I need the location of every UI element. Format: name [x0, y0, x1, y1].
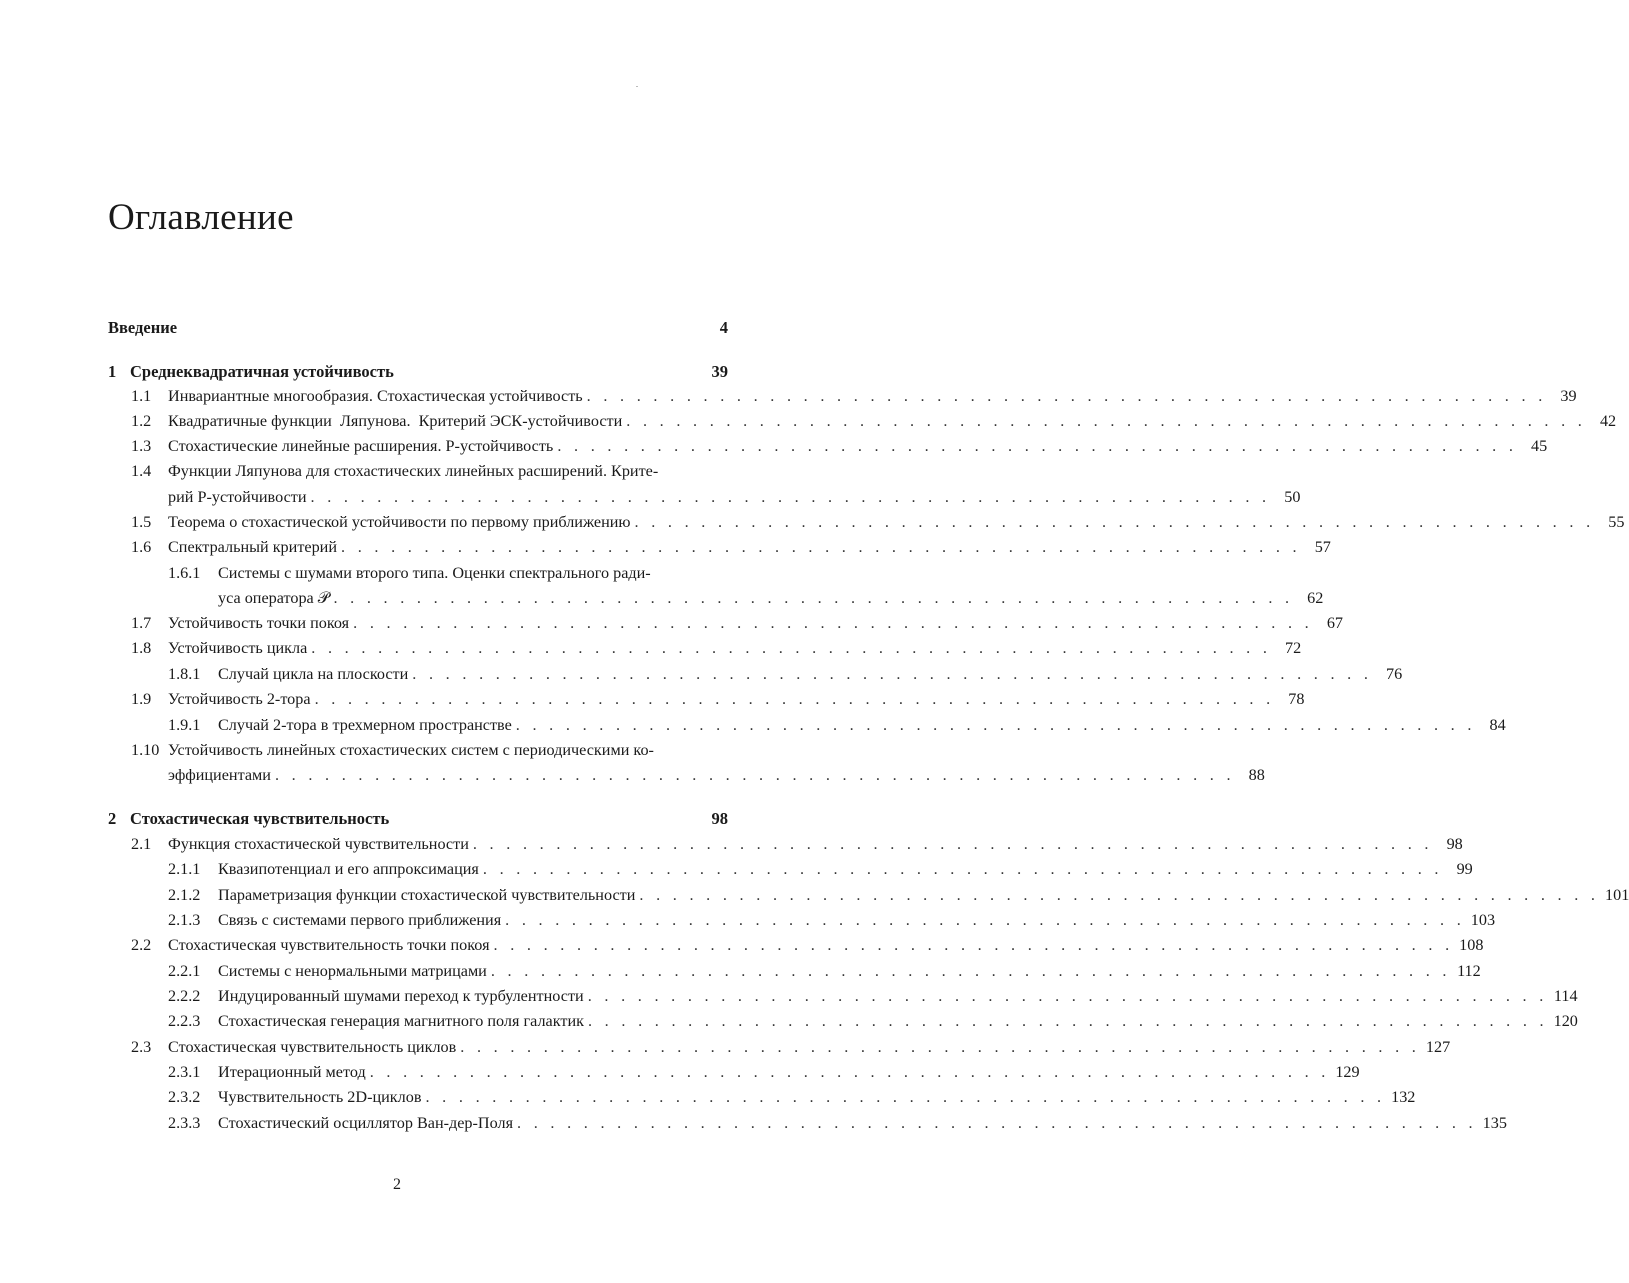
- entry-number: 2.3.1: [168, 1063, 201, 1081]
- entry-title: Спектральный критерий: [168, 538, 337, 556]
- entry-page: 127: [1425, 1038, 1451, 1056]
- entry-title: Системы с ненормальными матрицами: [218, 962, 487, 980]
- toc-section-1-9[interactable]: [131, 688, 1305, 710]
- entry-number: 2: [108, 809, 117, 828]
- toc-subsection-1-6-1-line2[interactable]: [218, 587, 1324, 609]
- entry-title: Случай 2-тора в трехмерном пространстве: [218, 716, 512, 734]
- toc-chapter-2[interactable]: [108, 808, 728, 830]
- dot-leader: . . . . . . . . . . . . . . . . . . . . . . . . . . . . . . . . . . . . . . . . . . . . . . . . . . . . . . . . . .: [639, 886, 1600, 904]
- toc-section-1-4-line1[interactable]: [131, 460, 728, 482]
- toc-section-1-6[interactable]: [131, 536, 1331, 558]
- toc-subsection-1-9-1[interactable]: [168, 714, 1506, 736]
- entry-title: Системы с шумами второго типа. Оценки спектрального ради-: [218, 564, 651, 582]
- entry-page: 135: [1482, 1114, 1507, 1132]
- entry-page: 99: [1456, 860, 1473, 878]
- entry-page: 50: [1284, 488, 1301, 506]
- entry-title: Стохастический осциллятор Ван-дер-Поля: [218, 1114, 514, 1132]
- entry-page: 129: [1335, 1063, 1360, 1081]
- entry-page: 132: [1391, 1088, 1416, 1106]
- entry-number: 1.5: [131, 513, 152, 531]
- dot-leader: . . . . . . . . . . . . . . . . . . . . . . . . . . . . . . . . . . . . . . . . . . . . . . . . . . . . . . . . . .: [587, 1012, 1548, 1030]
- dot-leader: . . . . . . . . . . . . . . . . . . . . . . . . . . . . . . . . . . . . . . . . . . . . . . . . . . . . . . . . . .: [472, 835, 1433, 853]
- entry-title: Стохастические линейные расширения. P-устойчивость: [168, 437, 554, 455]
- toc-subsection-2-3-3[interactable]: [168, 1112, 1507, 1134]
- entry-number: 1.6: [131, 538, 152, 556]
- entry-page: 108: [1459, 936, 1484, 954]
- dot-leader: . . . . . . . . . . . . . . . . . . . . . . . . . . . . . . . . . . . . . . . . . . . . . . . . . . . . . . . . . .: [460, 1038, 1421, 1056]
- entry-page: 42: [1599, 412, 1617, 430]
- dot-leader: . . . . . . . . . . . . . . . . . . . . . . . . . . . . . . . . . . . . . . . . . . . . . . . . . . . . . . . . . .: [310, 488, 1271, 506]
- entry-page: 39: [711, 362, 728, 381]
- entry-number: 2.1: [131, 835, 152, 853]
- entry-page: 39: [1560, 387, 1577, 405]
- toc-section-2-1[interactable]: [131, 833, 1463, 855]
- entry-number: 2.1.1: [168, 860, 201, 878]
- entry-title: Устойчивость точки покоя: [168, 614, 350, 632]
- dot-leader: . . . . . . . . . . . . . . . . . . . . . . . . . . . . . . . . . . . . . . . . . . . . . . . . . . . . . . . . . .: [425, 1088, 1386, 1106]
- page-title: Оглавление: [108, 197, 294, 238]
- entry-title: Итерационный метод: [218, 1063, 366, 1081]
- toc-section-2-3[interactable]: [131, 1036, 1451, 1058]
- entry-number: 2.2: [131, 936, 152, 954]
- entry-number: 1.6.1: [168, 564, 201, 582]
- toc-subsection-2-2-1[interactable]: [168, 960, 1481, 982]
- toc-section-1-1[interactable]: [131, 385, 1577, 407]
- entry-page: 120: [1553, 1012, 1578, 1030]
- toc-subsection-1-6-1-line1[interactable]: [168, 562, 728, 584]
- entry-page: 114: [1553, 987, 1578, 1005]
- entry-number: 1.10: [131, 741, 160, 759]
- toc-section-1-8[interactable]: [131, 637, 1302, 659]
- entry-page: 98: [711, 809, 728, 828]
- toc-chapter-1[interactable]: [108, 361, 728, 383]
- entry-number: 1.8.1: [168, 665, 201, 683]
- dot-leader: . . . . . . . . . . . . . . . . . . . . . . . . . . . . . . . . . . . . . . . . . . . . . . . . . . . . . . . . . .: [412, 665, 1373, 683]
- entry-title: Теорема о стохастической устойчивости по первому приближению: [168, 513, 631, 531]
- entry-title: Стохастическая чувствительность: [130, 809, 390, 828]
- entry-title: Стохастическая чувствительность циклов: [168, 1038, 457, 1056]
- entry-page: 62: [1307, 589, 1324, 607]
- entry-page: 112: [1457, 962, 1481, 980]
- entry-number: 2.3.2: [168, 1088, 201, 1106]
- entry-title: Введение: [108, 318, 178, 337]
- dot-leader: . . . . . . . . . . . . . . . . . . . . . . . . . . . . . . . . . . . . . . . . . . . . . . . . . . . . . . . . . .: [333, 589, 1294, 607]
- toc-section-1-10-line1[interactable]: [131, 739, 728, 761]
- toc-subsection-2-2-3[interactable]: [168, 1010, 1578, 1032]
- entry-page: 103: [1470, 911, 1496, 929]
- toc-subsection-2-2-2[interactable]: [168, 985, 1578, 1007]
- entry-page: 98: [1446, 835, 1463, 853]
- entry-number: 2.1.2: [168, 886, 201, 904]
- entry-title: Устойчивость линейных стохастических систем с периодическими ко-: [168, 741, 654, 759]
- entry-number: 1.7: [131, 614, 152, 632]
- dot-leader: . . . . . . . . . . . . . . . . . . . . . . . . . . . . . . . . . . . . . . . . . . . . . . . . . . . . . . . . . .: [515, 716, 1476, 734]
- entry-page: 67: [1326, 614, 1344, 632]
- entry-number: 1.1: [131, 387, 152, 405]
- dot-leader: . . . . . . . . . . . . . . . . . . . . . . . . . . . . . . . . . . . . . . . . . . . . . . . . . . . . . . . . . .: [634, 513, 1595, 531]
- entry-title: Связь с системами первого приближения: [218, 911, 502, 929]
- entry-page: 57: [1314, 538, 1331, 556]
- entry-page: 72: [1285, 639, 1302, 657]
- toc-section-1-7[interactable]: [131, 612, 1344, 634]
- dot-leader: . . . . . . . . . . . . . . . . . . . . . . . . . . . . . . . . . . . . . . . . . . . . . . . . . . . . . . . . . .: [557, 437, 1518, 455]
- entry-number: 1.9: [131, 690, 152, 708]
- entry-page: 4: [719, 318, 728, 337]
- dot-leader: . . . . . . . . . . . . . . . . . . . . . . . . . . . . . . . . . . . . . . . . . . . . . . . . . . . . . . . . . .: [493, 936, 1454, 954]
- dot-leader: . . . . . . . . . . . . . . . . . . . . . . . . . . . . . . . . . . . . . . . . . . . . . . . . . . . . . . . . . .: [517, 1114, 1477, 1132]
- entry-title: Параметризация функции стохастической чувствительности: [218, 886, 636, 904]
- entry-title: Случай цикла на плоскости: [218, 665, 409, 683]
- entry-number: 1.9.1: [168, 716, 201, 734]
- toc-subsection-2-1-2[interactable]: [168, 884, 1629, 906]
- toc-section-1-2[interactable]: [131, 410, 1617, 432]
- dot-leader: . . . . . . . . . . . . . . . . . . . . . . . . . . . . . . . . . . . . . . . . . . . . . . . . . . . . . . . . . .: [314, 690, 1275, 708]
- entry-number: 2.3: [131, 1038, 152, 1056]
- entry-number: 1.3: [131, 437, 152, 455]
- entry-number: 1.4: [131, 462, 152, 480]
- entry-page: 84: [1489, 716, 1506, 734]
- toc-section-1-4-line2[interactable]: [168, 486, 1301, 508]
- dot-leader: . . . . . . . . . . . . . . . . . . . . . . . . . . . . . . . . . . . . . . . . . . . . . . . . . . . . . . . . . .: [274, 766, 1235, 784]
- entry-title: Квадратичные функции Ляпунова. Критерий ЭСК-устойчивости: [168, 412, 623, 430]
- entry-title: Среднеквадратичная устойчивость: [130, 362, 394, 381]
- entry-page: 76: [1386, 665, 1403, 683]
- entry-title: Квазипотенциал и его аппроксимация: [218, 860, 479, 878]
- toc-subsection-2-1-3[interactable]: [168, 909, 1496, 931]
- toc-subsection-1-8-1[interactable]: [168, 663, 1403, 685]
- entry-title: Устойчивость цикла: [168, 639, 308, 657]
- toc-subsection-2-1-1[interactable]: [168, 858, 1473, 880]
- entry-page: 101: [1605, 886, 1629, 904]
- entry-page: 88: [1248, 766, 1265, 784]
- entry-page: 55: [1608, 513, 1625, 531]
- entry-number: 1.8: [131, 639, 152, 657]
- entry-number: 2.3.3: [168, 1114, 201, 1132]
- dot-leader: . . . . . . . . . . . . . . . . . . . . . . . . . . . . . . . . . . . . . . . . . . . . . . . . . . . . . . . . . .: [369, 1063, 1330, 1081]
- entry-title-continued: эффициентами: [168, 766, 271, 784]
- dot-leader: . . . . . . . . . . . . . . . . . . . . . . . . . . . . . . . . . . . . . . . . . . . . . . . . . . . . . . . . . .: [490, 962, 1451, 980]
- dot-leader: . . . . . . . . . . . . . . . . . . . . . . . . . . . . . . . . . . . . . . . . . . . . . . . . . . . . . . . . . .: [311, 639, 1272, 657]
- entry-title: Функции Ляпунова для стохастических линейных расширений. Крите-: [168, 462, 659, 480]
- entry-title: Стохастическая чувствительность точки покоя: [168, 936, 490, 954]
- dot-leader: . . . . . . . . . . . . . . . . . . . . . . . . . . . . . . . . . . . . . . . . . . . . . . . . . . . . . . . . . .: [586, 387, 1547, 405]
- entry-title: Чувствительность 2D-циклов: [218, 1088, 422, 1106]
- entry-title: Стохастическая генерация магнитного поля галактик: [218, 1012, 584, 1030]
- toc-subsection-2-3-2[interactable]: [168, 1086, 1416, 1108]
- dot-leader: . . . . . . . . . . . . . . . . . . . . . . . . . . . . . . . . . . . . . . . . . . . . . . . . . . . . . . . . . .: [482, 860, 1443, 878]
- toc-section-1-3[interactable]: [131, 435, 1548, 457]
- entry-title: Инвариантные многообразия. Стохастическая устойчивость: [168, 387, 583, 405]
- entry-title: Функция стохастической чувствительности: [168, 835, 469, 853]
- page-number: 2: [393, 1176, 401, 1193]
- entry-number: 2.2.2: [168, 987, 201, 1005]
- toc-entry-intro[interactable]: [108, 317, 728, 339]
- entry-page: 45: [1531, 437, 1548, 455]
- entry-page: 78: [1288, 690, 1305, 708]
- dot-leader: . . . . . . . . . . . . . . . . . . . . . . . . . . . . . . . . . . . . . . . . . . . . . . . . . . . . . . . . . .: [353, 614, 1314, 632]
- toc-section-1-5[interactable]: [131, 511, 1625, 533]
- entry-title: Индуцированный шумами переход к турбулентности: [218, 987, 584, 1005]
- toc-section-1-10-line2[interactable]: [168, 764, 1265, 786]
- dot-leader: . . . . . . . . . . . . . . . . . . . . . . . . . . . . . . . . . . . . . . . . . . . . . . . . . . . . . . . . . .: [341, 538, 1301, 556]
- dot-leader: . . . . . . . . . . . . . . . . . . . . . . . . . . . . . . . . . . . . . . . . . . . . . . . . . . . . . . . . . .: [587, 987, 1548, 1005]
- entry-title: Устойчивость 2-тора: [168, 690, 311, 708]
- entry-number: 1.2: [131, 412, 152, 430]
- dot-leader: . . . . . . . . . . . . . . . . . . . . . . . . . . . . . . . . . . . . . . . . . . . . . . . . . . . . . . . . . .: [505, 911, 1466, 929]
- entry-number: 2.2.3: [168, 1012, 201, 1030]
- toc-subsection-2-3-1[interactable]: [168, 1061, 1360, 1083]
- dot-leader: . . . . . . . . . . . . . . . . . . . . . . . . . . . . . . . . . . . . . . . . . . . . . . . . . . . . . . . . . .: [626, 412, 1587, 430]
- toc-section-2-2[interactable]: [131, 934, 1484, 956]
- entry-number: 2.2.1: [168, 962, 201, 980]
- entry-title-continued: уса оператора 𝒫: [218, 589, 330, 607]
- entry-number: 1: [108, 362, 117, 381]
- entry-number: 2.1.3: [168, 911, 201, 929]
- entry-title-continued: рий P-устойчивости: [168, 488, 307, 506]
